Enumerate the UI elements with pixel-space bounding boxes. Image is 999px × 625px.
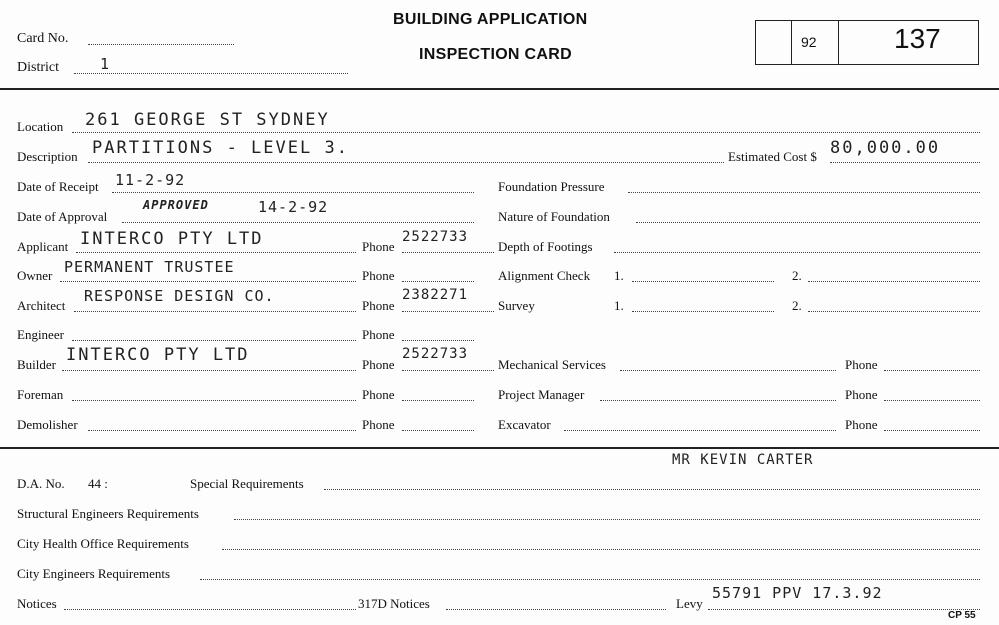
builder-phone-field[interactable]: [402, 370, 494, 371]
alignment-label: Alignment Check: [498, 268, 591, 283]
health-label: City Health Office Requirements: [17, 536, 189, 551]
description-label: Description: [17, 149, 78, 164]
project-manager-phone-field[interactable]: [884, 400, 980, 401]
mechanical-phone-label: Phone: [845, 357, 878, 372]
excavator-phone-label: Phone: [845, 417, 878, 432]
requirements-divider: [0, 447, 999, 449]
foundation-pressure-field[interactable]: [628, 192, 980, 193]
architect-phone-value: 2382271: [402, 287, 469, 303]
alignment-two-field[interactable]: [808, 281, 980, 282]
project-manager-field[interactable]: [600, 400, 836, 401]
structural-field[interactable]: [234, 519, 980, 520]
depth-footings-label: Depth of Footings: [498, 239, 593, 254]
date-approval-field[interactable]: [122, 222, 474, 223]
demolisher-label: Demolisher: [17, 417, 78, 432]
project-manager-label: Project Manager: [498, 387, 585, 402]
foreman-phone-label: Phone: [362, 387, 395, 402]
owner-phone-field[interactable]: [402, 281, 474, 282]
architect-value: RESPONSE DESIGN CO.: [84, 287, 275, 305]
special-requirements-field[interactable]: [324, 489, 980, 490]
project-manager-phone-label: Phone: [845, 387, 878, 402]
header-divider: [0, 88, 999, 90]
special-requirements-label: Special Requirements: [190, 476, 304, 491]
builder-phone-value: 2522733: [402, 346, 469, 362]
alignment-one-field[interactable]: [632, 281, 774, 282]
box-small-value: 92: [801, 34, 817, 50]
applicant-label: Applicant: [17, 239, 69, 254]
foreman-phone-field[interactable]: [402, 400, 474, 401]
card-number-box: [755, 20, 979, 65]
date-receipt-label: Date of Receipt: [17, 179, 99, 194]
description-value: PARTITIONS - LEVEL 3.: [92, 138, 349, 158]
estimated-cost-label: Estimated Cost $: [728, 149, 817, 164]
foreman-field[interactable]: [72, 400, 356, 401]
engineer-label: Engineer: [17, 327, 64, 342]
da-label: D.A. No.: [17, 476, 65, 491]
owner-phone-label: Phone: [362, 268, 395, 283]
demolisher-field[interactable]: [88, 430, 356, 431]
architect-phone-label: Phone: [362, 298, 395, 313]
nature-foundation-label: Nature of Foundation: [498, 209, 610, 224]
engineer-phone-label: Phone: [362, 327, 395, 342]
notices-317d-field[interactable]: [446, 609, 666, 610]
description-field[interactable]: [88, 162, 724, 163]
applicant-phone-label: Phone: [362, 239, 395, 254]
box-number-value: 137: [894, 23, 941, 54]
survey-two-label: 2.: [792, 298, 802, 313]
estimated-cost-value: 80,000.00: [830, 138, 941, 158]
card-no-field[interactable]: [88, 44, 234, 45]
alignment-two-label: 2.: [792, 268, 802, 283]
applicant-phone-field[interactable]: [402, 252, 494, 253]
special-requirements-value: MR KEVIN CARTER: [672, 452, 814, 468]
location-field[interactable]: [72, 132, 980, 133]
owner-value: PERMANENT TRUSTEE: [64, 258, 235, 276]
builder-phone-label: Phone: [362, 357, 395, 372]
title-line-1: BUILDING APPLICATION: [393, 11, 588, 28]
survey-label: Survey: [498, 298, 535, 313]
form-code: CP 55: [948, 610, 976, 621]
levy-value: 55791 PPV 17.3.92: [712, 584, 883, 602]
applicant-phone-value: 2522733: [402, 229, 469, 245]
date-approval-value: 14-2-92: [258, 198, 329, 216]
alignment-one-label: 1.: [614, 268, 624, 283]
levy-label: Levy: [676, 596, 703, 611]
architect-label: Architect: [17, 298, 66, 313]
district-label: District: [17, 60, 59, 75]
box-divider-1: [791, 20, 792, 65]
date-receipt-value: 11-2-92: [115, 171, 186, 189]
engineer-field[interactable]: [72, 340, 356, 341]
levy-field[interactable]: [708, 609, 980, 610]
demolisher-phone-field[interactable]: [402, 430, 474, 431]
notices-317d-label: 317D Notices: [358, 596, 430, 611]
survey-one-field[interactable]: [632, 311, 774, 312]
box-divider-2: [838, 20, 839, 65]
survey-one-label: 1.: [614, 298, 624, 313]
da-value: 44 :: [88, 476, 108, 491]
mechanical-field[interactable]: [620, 370, 836, 371]
structural-label: Structural Engineers Requirements: [17, 506, 199, 521]
survey-two-field[interactable]: [808, 311, 980, 312]
excavator-label: Excavator: [498, 417, 551, 432]
architect-field[interactable]: [74, 311, 356, 312]
applicant-field[interactable]: [76, 252, 356, 253]
foundation-pressure-label: Foundation Pressure: [498, 179, 605, 194]
mechanical-label: Mechanical Services: [498, 357, 606, 372]
date-approval-label: Date of Approval: [17, 209, 108, 224]
nature-foundation-field[interactable]: [636, 222, 980, 223]
city-engineers-label: City Engineers Requirements: [17, 566, 171, 581]
notices-label: Notices: [17, 596, 57, 611]
excavator-phone-field[interactable]: [884, 430, 980, 431]
location-label: Location: [17, 119, 64, 134]
architect-phone-field[interactable]: [402, 311, 494, 312]
demolisher-phone-label: Phone: [362, 417, 395, 432]
health-field[interactable]: [222, 549, 980, 550]
notices-field[interactable]: [64, 609, 356, 610]
engineer-phone-field[interactable]: [402, 340, 474, 341]
district-value: 1: [100, 55, 111, 73]
builder-label: Builder: [17, 357, 56, 372]
location-value: 261 GEORGE ST SYDNEY: [85, 110, 330, 130]
title-line-2: INSPECTION CARD: [419, 46, 572, 63]
builder-field[interactable]: [62, 370, 356, 371]
mechanical-phone-field[interactable]: [884, 370, 980, 371]
owner-label: Owner: [17, 268, 53, 283]
builder-value: INTERCO PTY LTD: [66, 345, 250, 365]
card-no-label: Card No.: [17, 31, 69, 46]
depth-footings-field[interactable]: [614, 252, 980, 253]
owner-field[interactable]: [60, 281, 356, 282]
date-receipt-field[interactable]: [112, 192, 474, 193]
district-field[interactable]: [74, 73, 348, 74]
excavator-field[interactable]: [564, 430, 836, 431]
applicant-value: INTERCO PTY LTD: [80, 229, 264, 249]
approved-stamp: APPROVED: [143, 198, 209, 212]
foreman-label: Foreman: [17, 387, 64, 402]
estimated-cost-field[interactable]: [830, 162, 980, 163]
city-engineers-field[interactable]: [200, 579, 980, 580]
